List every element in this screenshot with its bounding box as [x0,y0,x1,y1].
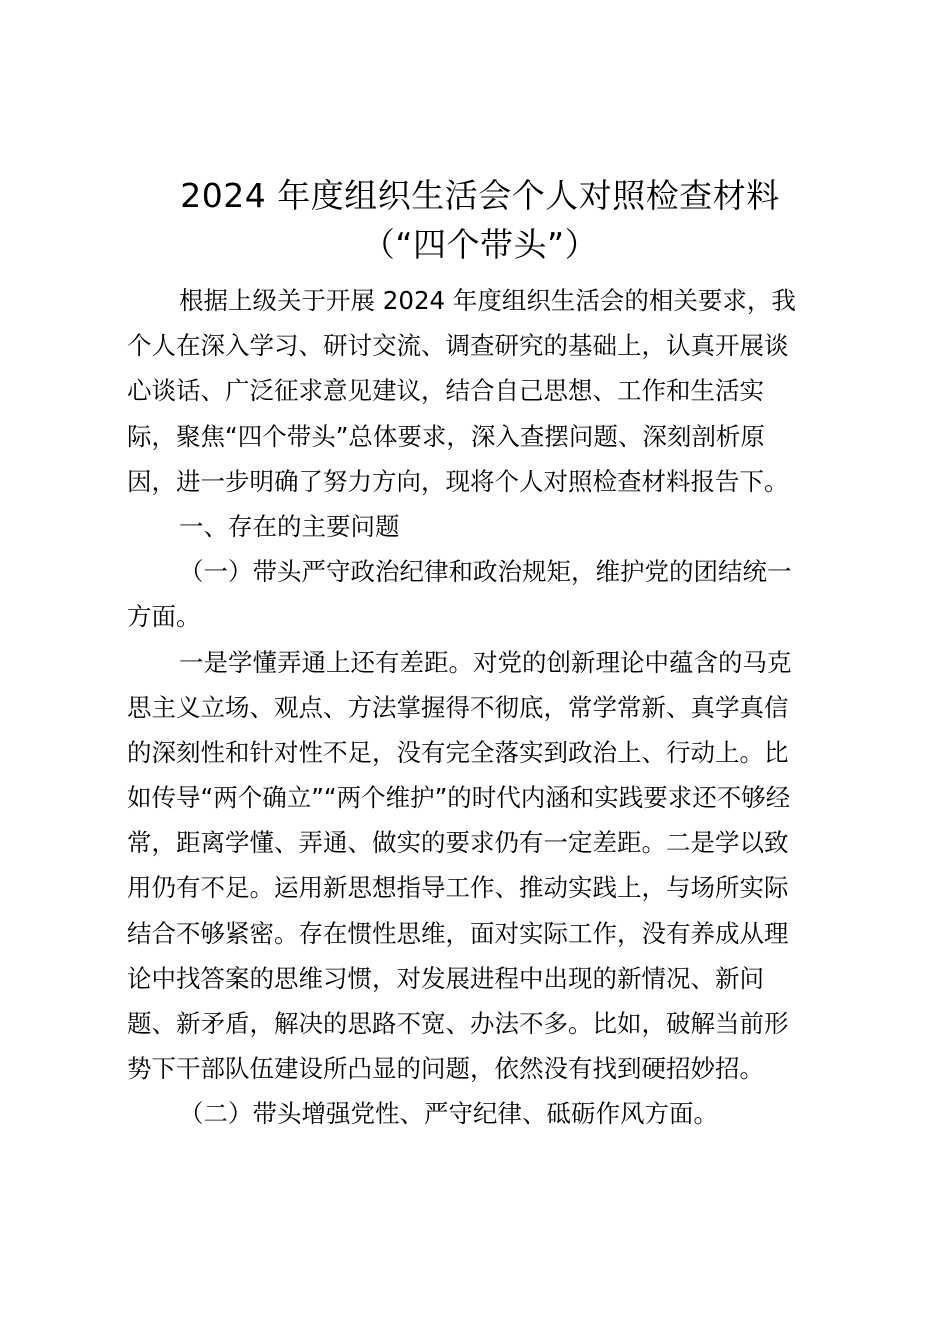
paragraph-line: 势下干部队伍建设所凸显的问题，依然没有找到硬招妙招。 [127,1054,764,1084]
document-title: 2024 年度组织生活会个人对照检查材料 [180,176,780,215]
subsection-heading: （一）带头严守政治纪律和政治规矩，维护党的团结统一 [179,557,792,587]
paragraph-line: 根据上级关于开展 2024 年度组织生活会的相关要求，我 [179,286,796,315]
subsection-heading-continued: 方面。 [127,602,201,632]
paragraph-line: 常，距离学懂、弄通、做实的要求仍有一定差距。二是学以致 [127,828,789,858]
paragraph-line: 因，进一步明确了努力方向，现将个人对照检查材料报告下。 [127,466,789,496]
paragraph-line: 的深刻性和针对性不足，没有完全落实到政治上、行动上。比 [127,737,789,767]
paragraph-line: 论中找答案的思维习惯，对发展进程中出现的新情况、新问 [127,963,764,993]
paragraph-line: 际，聚焦“四个带头”总体要求，深入查摆问题、深刻剖析原 [127,421,765,451]
subsection-heading: （二）带头增强党性、严守纪律、砥砺作风方面。 [179,1099,718,1129]
paragraph-line: 一是学懂弄通上还有差距。对党的创新理论中蕴含的马克 [179,647,792,677]
paragraph-line: 如传导“两个确立”“两个维护”的时代内涵和实践要求还不够经 [127,783,791,813]
paragraph-line: 用仍有不足。运用新思想指导工作、推动实践上，与场所实际 [127,873,789,903]
section-heading: 一、存在的主要问题 [179,511,400,541]
document-subtitle: （“四个带头”） [361,225,599,264]
paragraph-line: 思主义立场、观点、方法掌握得不彻底，常学常新、真学真信 [127,692,789,722]
paragraph-line: 题、新矛盾，解决的思路不宽、办法不多。比如，破解当前形 [127,1009,789,1038]
paragraph-line: 结合不够紧密。存在惯性思维，面对实际工作，没有养成从理 [127,918,789,948]
paragraph-line: 个人在深入学习、研讨交流、调查研究的基础上，认真开展谈 [127,331,789,361]
document-body [127,278,827,1137]
paragraph-line: 心谈话、广泛征求意见建议，结合自己思想、工作和生活实 [127,376,764,406]
